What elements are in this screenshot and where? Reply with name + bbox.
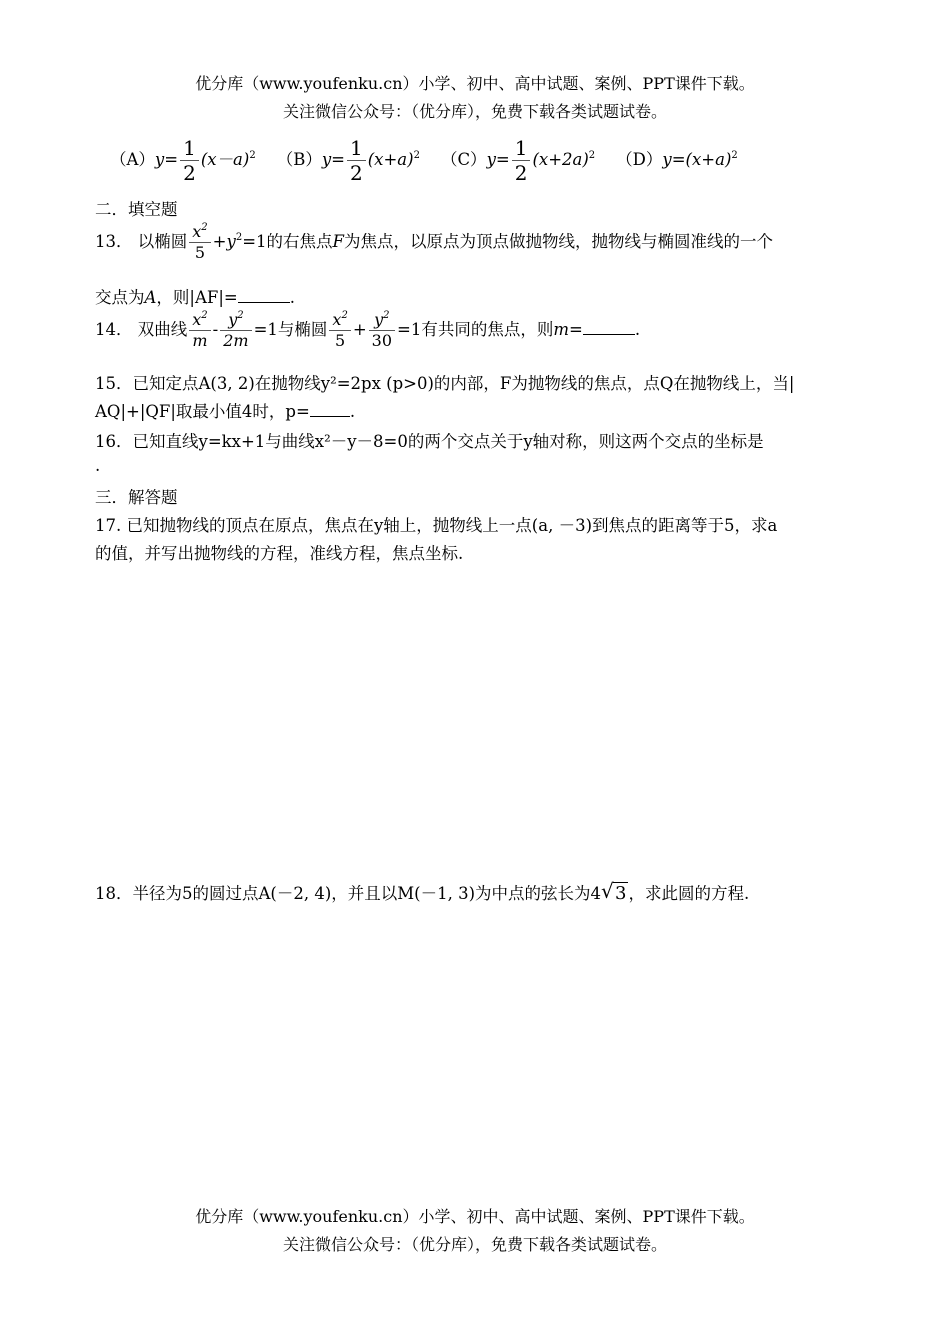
question-text: 18．半径为5的圆过点A(－2, 4)，并且以M(－1, 3)为中点的弦长为4 (95, 884, 602, 903)
q14-fraction-2 (220, 310, 251, 351)
fraction-numerator: 1 (514, 136, 528, 160)
fraction-numerator-var: x (192, 222, 202, 241)
plus-sign: + (352, 320, 367, 339)
choice-b-label: （B） (276, 150, 322, 169)
fraction-denominator: 2 (512, 160, 531, 185)
section-answer-title: 三．解答题 (95, 488, 178, 507)
choices-row (110, 136, 875, 185)
fraction-numerator: 1 (183, 136, 196, 160)
question-text: ，则|AF|= (156, 288, 238, 307)
choice-a-label: （A） (110, 150, 155, 169)
choice-c-label: （C） (440, 150, 487, 169)
question-number: 14． (95, 320, 133, 339)
answer-blank[interactable] (238, 288, 290, 303)
sqrt-expression (601, 879, 628, 904)
fraction-numerator: $x^2$ (192, 222, 208, 241)
fraction-numerator-var: x (192, 310, 202, 329)
fraction-denominator: 30 (369, 330, 395, 351)
answer-blank[interactable] (583, 320, 635, 335)
q14-fraction-1 (189, 310, 210, 351)
q13-fraction (189, 222, 210, 263)
choice-a-fraction (180, 136, 199, 185)
choice-a-expr: (x－a) (200, 150, 250, 169)
question-text: +y (212, 232, 236, 251)
radical-sign: √ (601, 879, 614, 903)
choice-d-expr: y=(x+a) (662, 150, 732, 169)
question-text: 双曲线 (137, 320, 188, 339)
choice-a-y: y= (154, 150, 179, 169)
fraction-numerator: $x^2$ (192, 310, 208, 329)
choice-b-fraction (347, 136, 366, 185)
fraction-denominator: 5 (329, 330, 350, 351)
q14-fraction-3 (329, 310, 350, 351)
choice-b-y: y= (321, 150, 345, 169)
question-text: =1与椭圆 (253, 320, 328, 339)
answer-blank[interactable] (310, 402, 350, 417)
question-text: 为焦点，以原点为顶点做抛物线，抛物线与椭圆准线的一个 (343, 232, 773, 251)
fraction-denominator: 2 (180, 160, 199, 185)
question-number: 13． (95, 232, 133, 251)
fraction-numerator-var: x (332, 310, 342, 329)
question-15-line-2 (95, 398, 860, 422)
choice-c-expr: (x+2a) (532, 150, 589, 169)
fraction-numerator-var: y (228, 310, 238, 329)
question-16-line-1: 16．已知直线y=kx+1与曲线x²－y－8=0的两个交点关于y轴对称，则这两个交点的坐标是 (95, 432, 764, 451)
fraction-numerator: $y^2$ (228, 310, 244, 329)
choice-c-fraction (512, 136, 531, 185)
minus-sign: - (212, 320, 219, 339)
fraction-numerator: $x^2$ (332, 310, 348, 329)
superscript: 2 (413, 150, 420, 161)
question-text: =1有共同的焦点，则 (397, 320, 554, 339)
question-15-line-1: 15．已知定点A(3, 2)在抛物线y²=2px (p>0)的内部，F为抛物线的焦点，点Q在抛物线上，当| (95, 374, 795, 393)
header-line-2: 关注微信公众号：（优分库），免费下载各类试题试卷。 (282, 102, 667, 121)
question-text: AQ|+|QF|取最小值4时，p= (95, 402, 310, 421)
question-text: 交点为 (95, 288, 145, 307)
fraction-denominator: 2m (220, 330, 251, 351)
choice-d-label: （D） (616, 150, 663, 169)
choice-b-expr: (x+a) (367, 150, 414, 169)
fraction-numerator: $y^2$ (374, 310, 390, 329)
question-text: . (289, 288, 295, 307)
question-17-line-1: 17. 已知抛物线的顶点在原点，焦点在y轴上，抛物线上一点(a, －3)到焦点的距离等于5，求a (95, 516, 778, 535)
footer-line-1: 优分库（www.youfenku.cn）小学、初中、高中试题、案例、PPT课件下载。 (195, 1207, 755, 1226)
question-14 (95, 310, 860, 351)
question-16-line-2: . (95, 456, 101, 475)
var-m: m= (553, 320, 583, 339)
var-F: F (332, 232, 344, 251)
question-text: . (634, 320, 641, 339)
question-text: 以椭圆 (137, 232, 188, 251)
q14-fraction-4 (369, 310, 395, 351)
question-text: ，求此圆的方程. (628, 884, 750, 903)
superscript: 2 (588, 150, 596, 161)
fraction-numerator-var: y (374, 310, 384, 329)
superscript: 2 (249, 150, 256, 161)
fraction-denominator: 5 (189, 242, 210, 263)
question-13-line-1: 13． 以椭圆 $\frac{x^2}{5}$ $+y^2=1$的右焦点F为焦点，以原点为顶点做抛物线，抛物线与椭圆准线的一个 (95, 222, 773, 262)
fraction-numerator: 1 (350, 136, 363, 160)
question-text: =1的右焦点 (242, 232, 333, 251)
fraction-denominator: 2 (347, 160, 366, 185)
choice-c-y: y= (486, 150, 510, 169)
question-17-line-2: 的值，并写出抛物线的方程，准线方程，焦点坐标. (95, 544, 464, 563)
question-13-line-2 (95, 284, 860, 308)
footer-line-2: 关注微信公众号：（优分库），免费下载各类试题试卷。 (282, 1235, 667, 1254)
question-18 (95, 880, 860, 904)
radicand: 3 (615, 883, 627, 904)
section-fill-in-title: 二．填空题 (95, 200, 178, 219)
fraction-denominator: m (189, 330, 210, 351)
header-line-1: 优分库（www.youfenku.cn）小学、初中、高中试题、案例、PPT课件下载。 (195, 74, 755, 93)
var-A: A (144, 288, 157, 307)
superscript: 2 (731, 150, 738, 161)
question-text: . (349, 402, 356, 421)
